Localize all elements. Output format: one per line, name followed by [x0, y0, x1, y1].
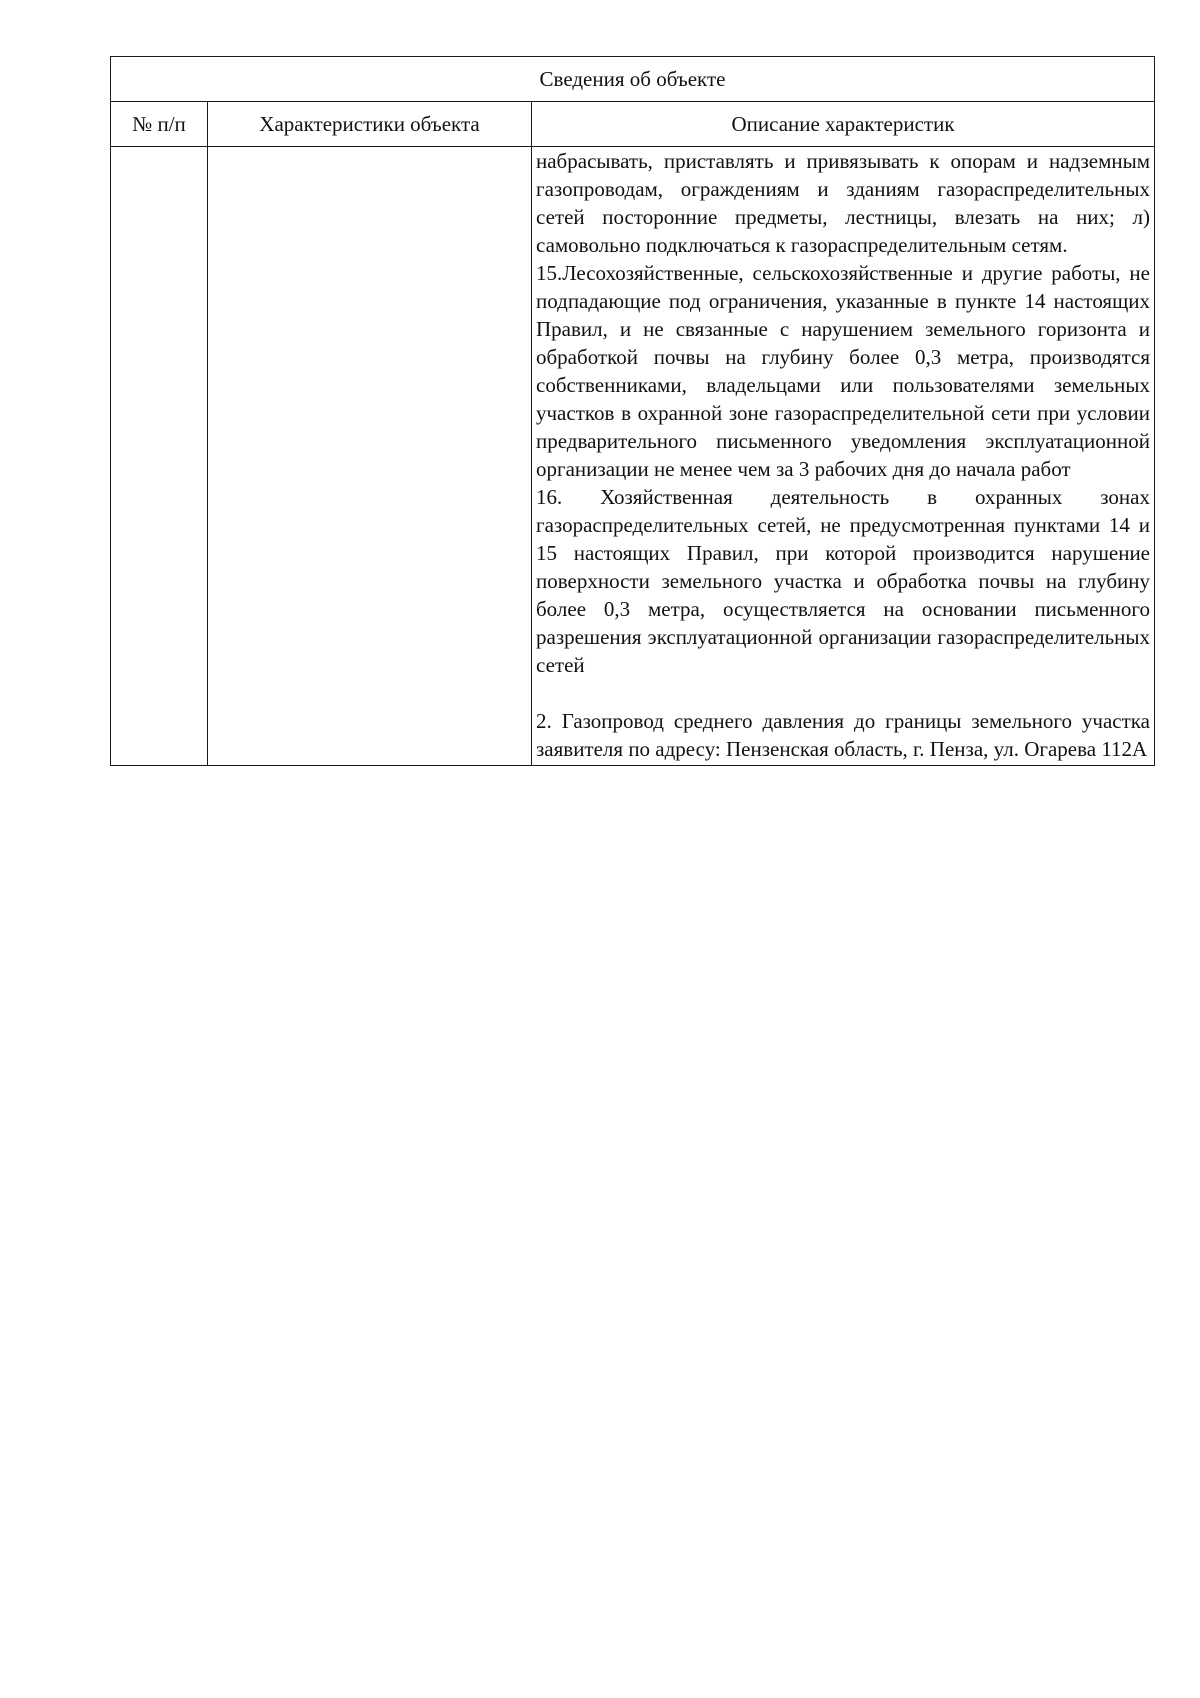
description-paragraph-gas-pipeline: 2. Газопровод среднего давления до границы земельного участка заявителя по адресу: Пензенская область, г. Пенза, ул. Огарева 112А — [536, 709, 1150, 761]
table-title: Сведения об объекте — [111, 57, 1155, 102]
object-info-table — [110, 56, 1155, 766]
description-paragraph-continuation: набрасывать, приставлять и привязывать к опорам и надземным газопроводам, ограждениям и зданиям газораспределительных сетей посторонние предметы, лестницы, влезать на них; л) самовольно подключаться к газораспределительным сетям. — [536, 149, 1150, 257]
paragraph-spacer — [536, 679, 1150, 707]
description-paragraph-15: 15.Лесохозяйственные, сельскохозяйственные и другие работы, не подпадающие под ограничения, указанные в пункте 14 настоящих Правил, и не связанные с нарушением земельного горизонта и обработкой почвы на глубину более 0,3 метра, производятся собственниками, владельцами или пользователями земельных участков в охранной зоне газораспределительной сети при условии предварительного письменного уведомления эксплуатационной организации не менее чем за 3 рабочих дня до начала работ — [536, 261, 1150, 481]
description-paragraph-16: 16. Хозяйственная деятельность в охранных зонах газораспределительных сетей, не предусмотренная пунктами 14 и 15 настоящих Правил, при которой производится нарушение поверхности земельного участка и обработка почвы на глубину более 0,3 метра, осуществляется на основании письменного разрешения эксплуатационной организации газораспределительных сетей — [536, 485, 1150, 677]
header-description: Описание характеристик — [532, 102, 1155, 147]
header-characteristics: Характеристики объекта — [208, 102, 532, 147]
row-characteristics-cell — [208, 147, 532, 766]
row-num-cell — [111, 147, 208, 766]
row-description-cell — [532, 147, 1155, 766]
header-num: № п/п — [111, 102, 208, 147]
table-row — [111, 147, 1155, 766]
table-header-row — [111, 102, 1155, 147]
